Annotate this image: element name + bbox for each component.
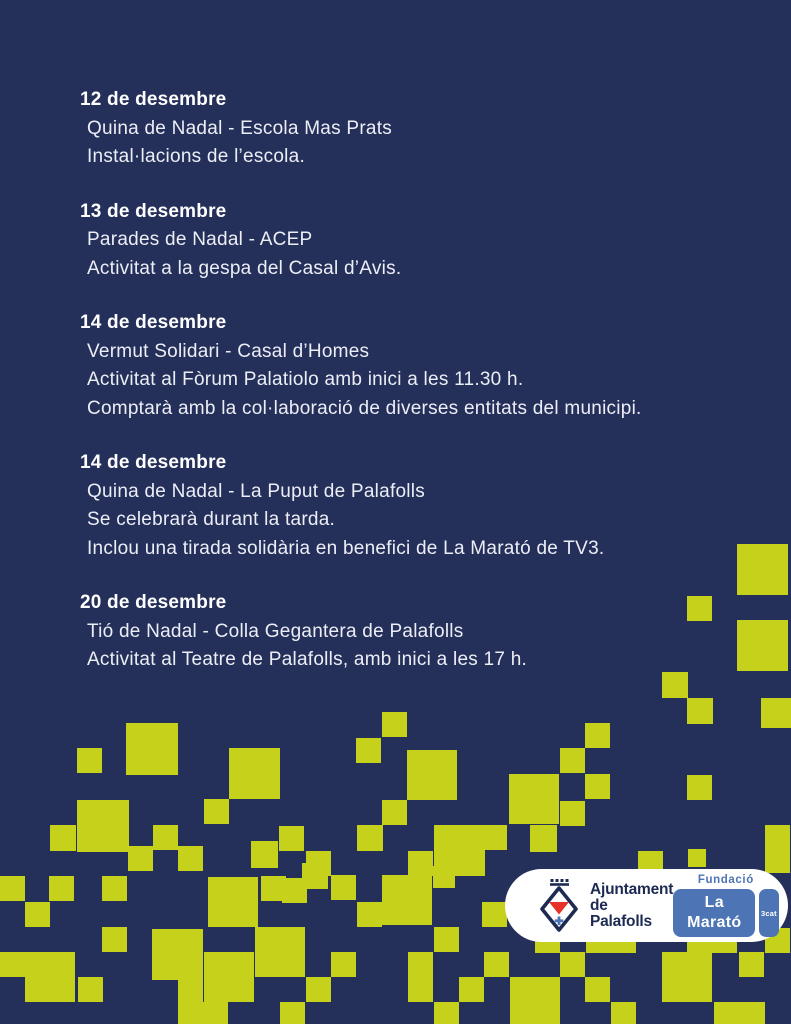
- fundacio-label: Fundació: [697, 874, 754, 886]
- event-section: [80, 309, 642, 423]
- ajuntament-name: [590, 882, 673, 930]
- pixel-square: [510, 977, 560, 1024]
- pixel-square: [178, 977, 203, 1002]
- event-list: [80, 86, 642, 701]
- pixel-square: [482, 825, 507, 850]
- pixel-square: [611, 1002, 636, 1024]
- event-detail: Quina de Nadal - La Puput de Palafolls: [87, 480, 425, 502]
- event-detail: Se celebrarà durant la tarda.: [87, 509, 336, 530]
- pixel-square: [251, 841, 278, 868]
- ajuntament-name-line2: de Palafolls: [590, 896, 652, 930]
- pixel-square: [434, 927, 459, 952]
- pixel-square: [382, 800, 407, 825]
- pixel-square: [204, 952, 254, 1002]
- pixel-square: [282, 878, 307, 903]
- pixel-square: [482, 902, 507, 927]
- pixel-square: [102, 927, 127, 952]
- palafolls-crest-icon: [537, 879, 581, 933]
- pixel-square: [208, 877, 258, 927]
- event-detail: Activitat al Teatre de Palafolls, amb inici a les 17 h.: [87, 649, 528, 670]
- pixel-square: [530, 825, 557, 852]
- pixel-square: [306, 977, 331, 1002]
- pixel-square: [77, 748, 102, 773]
- event-section: [80, 449, 642, 563]
- pixel-square: [25, 952, 75, 1002]
- pixel-square: [407, 750, 457, 800]
- event-detail: Inclou una tirada solidària en benefici de La Marató de TV3.: [87, 537, 605, 559]
- pixel-square: [662, 952, 712, 1002]
- pixel-square: [408, 952, 433, 977]
- pixel-square: [737, 544, 788, 595]
- pixel-square: [459, 977, 484, 1002]
- pixel-square: [331, 875, 356, 900]
- pixel-square: [688, 849, 706, 867]
- pixel-square: [357, 825, 383, 851]
- pixel-square: [382, 875, 432, 925]
- event-date: 13 de desembre: [80, 200, 227, 222]
- pixel-square: [280, 1002, 305, 1024]
- pixel-square: [178, 846, 203, 871]
- pixel-square: [739, 952, 764, 977]
- pixel-square: [434, 1002, 459, 1024]
- pixel-square: [77, 800, 129, 852]
- event-detail: Activitat a la gespa del Casal d’Avis.: [87, 257, 402, 279]
- event-detail: Activitat al Fòrum Palatiolo amb inici a les 11.30 h.: [87, 369, 524, 390]
- pixel-square: [408, 851, 433, 876]
- pixel-square: [560, 801, 585, 826]
- pixel-square: [128, 846, 153, 871]
- pixel-square: [662, 672, 688, 698]
- pixel-square: [714, 1002, 765, 1024]
- pixel-square: [585, 977, 610, 1002]
- la-marato-row: [673, 889, 778, 937]
- pixel-square: [152, 929, 203, 980]
- pixel-square: [126, 723, 178, 775]
- pixel-square: [765, 825, 790, 850]
- pixel-square: [102, 876, 127, 901]
- pixel-square: [255, 927, 305, 977]
- event-detail: Instal·lacions de l’escola.: [87, 146, 305, 167]
- pixel-square: [229, 748, 280, 799]
- pixel-square: [357, 902, 382, 927]
- pixel-square: [153, 825, 178, 850]
- event-date: 14 de desembre: [80, 312, 227, 333]
- pixel-square: [382, 712, 407, 737]
- pixel-square: [331, 952, 356, 977]
- pixel-square: [204, 799, 229, 824]
- event-date: 20 de desembre: [80, 592, 227, 613]
- event-detail: Quina de Nadal - Escola Mas Prats: [87, 117, 392, 139]
- pixel-square: [737, 620, 788, 671]
- pixel-square: [509, 774, 559, 824]
- pixel-square: [687, 698, 713, 724]
- pixel-square: [687, 775, 712, 800]
- pixel-square: [0, 952, 25, 977]
- event-detail: Tió de Nadal - Colla Gegantera de Palafolls: [87, 620, 464, 642]
- pixel-square: [49, 876, 74, 901]
- pixel-square: [484, 952, 509, 977]
- event-date: 14 de desembre: [80, 452, 227, 473]
- pixel-square: [25, 902, 50, 927]
- pixel-square: [585, 723, 610, 748]
- pixel-square: [560, 748, 585, 773]
- pixel-square: [356, 738, 381, 763]
- pixel-square: [761, 698, 791, 728]
- event-detail: Parades de Nadal - ACEP: [87, 229, 313, 250]
- event-section: [80, 86, 642, 172]
- la-marato-logo: [673, 874, 778, 937]
- event-detail: Comptarà amb la col·laboració de diverses entitats del municipi.: [87, 397, 642, 419]
- pixel-square: [585, 774, 610, 799]
- pixel-square: [765, 848, 790, 873]
- event-section: [80, 589, 642, 675]
- event-date: 12 de desembre: [80, 89, 227, 110]
- pixel-square: [687, 596, 712, 621]
- pixel-square: [408, 977, 433, 1002]
- pixel-square: [279, 826, 304, 851]
- tv3-3cat-icon: 3cat: [759, 889, 778, 937]
- pixel-square: [560, 952, 585, 977]
- pixel-square: [178, 1002, 228, 1024]
- pixel-square: [78, 977, 103, 1002]
- pixel-square: [0, 876, 25, 901]
- ajuntament-name-line1: Ajuntament: [590, 880, 674, 898]
- logo-pill: [505, 869, 788, 942]
- la-marato-badge: La Marató: [673, 889, 755, 937]
- pixel-square: [433, 866, 455, 888]
- pixel-square: [50, 825, 76, 851]
- event-section: [80, 198, 642, 284]
- ajuntament-logo: [537, 879, 673, 933]
- event-detail: Vermut Solidari - Casal d’Homes: [87, 340, 370, 362]
